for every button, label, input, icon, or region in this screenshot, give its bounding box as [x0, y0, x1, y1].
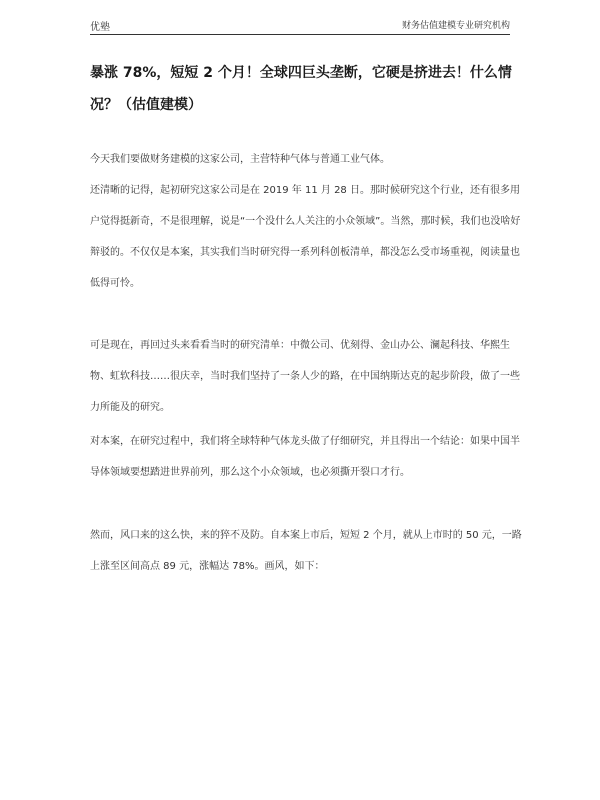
paragraph-conclusion: 对本案，在研究过程中，我们将全球特种气体龙头做了仔细研究，并且得出一个结论：如果中国半导体领域要想踏进世界前列，那么这个小众领域，也必须撕开裂口才行。 — [90, 436, 520, 478]
header-brand: 优塾 — [90, 22, 110, 33]
paragraph-price-surge: 然而，风口来的这么快，来的猝不及防。自本案上市后，短短 2 个月，就从上市时的 50 元，一路上涨至区间高点 89 元，涨幅达 78%。画风，如下： — [90, 530, 522, 572]
header-tagline: 财务估值建模专业研究机构 — [401, 21, 510, 31]
paragraph-research-list: 可是现在，再回过头来看看当时的研究清单：中微公司、优刻得、金山办公、澜起科技、华熙生物、虹软科技……很庆幸，当时我们坚持了一条人少的路，在中国纳斯达克的起步阶段，做了一些力所能及的研究。 — [90, 340, 520, 413]
paragraph-intro: 今天我们要做财务建模的这家公司，主营特种气体与普通工业气体。 — [90, 154, 390, 165]
page-header — [90, 8, 510, 35]
article-title: 暴涨 78%，短短 2 个月！全球四巨头垄断，它硬是挤进去！什么情况？（估值建模） — [90, 65, 512, 113]
paragraph-history: 还清晰的记得，起初研究这家公司是在 2019 年 11 月 28 日。那时候研究这个行业，还有很多用户觉得挺新奇，不是很理解，说是“一个没什么人关注的小众领域”。当然，那时候，我们也没啥好辩驳的。不仅仅是本案，其实我们当时研究得一系列科创板清单，都没怎么受市场重视，阅读量也低得可怜。 — [90, 185, 521, 289]
